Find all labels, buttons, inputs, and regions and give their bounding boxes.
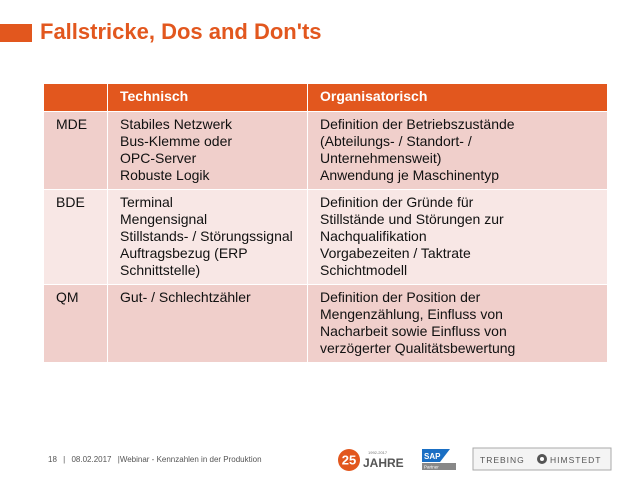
trebing-himstedt-logo bbox=[472, 447, 612, 471]
jubilee-word: JAHRE bbox=[363, 456, 404, 470]
header-technisch: Technisch bbox=[108, 84, 308, 112]
row-label-cell: MDE bbox=[44, 112, 108, 190]
footer-date: 08.02.2017 bbox=[71, 455, 112, 464]
technisch-line: Terminal bbox=[120, 194, 173, 210]
company-name-left: TREBING bbox=[480, 455, 525, 465]
organisatorisch-line: verzögerter Qualitätsbewertung bbox=[320, 340, 516, 356]
table-header-row bbox=[44, 84, 608, 112]
sap-text: SAP bbox=[424, 452, 441, 461]
row-label-cell: QM bbox=[44, 285, 108, 363]
footer-separator: | bbox=[63, 455, 66, 464]
organisatorisch-line: Anwendung je Maschinentyp bbox=[320, 167, 500, 183]
technisch-cell bbox=[108, 112, 308, 190]
technisch-cell bbox=[108, 285, 308, 363]
company-name-right: HIMSTEDT bbox=[550, 455, 602, 465]
organisatorisch-line: Unternehmensweit) bbox=[320, 150, 442, 166]
technisch-line: Stillstands- / Störungssignal bbox=[120, 228, 293, 244]
sap-partner-logo bbox=[420, 447, 460, 471]
organisatorisch-line: Definition der Gründe für bbox=[320, 194, 474, 210]
technisch-line: Stabiles Netzwerk bbox=[120, 116, 233, 132]
row-label-cell: BDE bbox=[44, 190, 108, 285]
organisatorisch-line: Stillstände und Störungen zur bbox=[320, 211, 504, 227]
table-body bbox=[44, 112, 608, 363]
company-logo-dot-inner bbox=[540, 457, 544, 461]
title-accent-bar bbox=[0, 24, 32, 42]
technisch-line: Auftragsbezug (ERP bbox=[120, 245, 248, 261]
technisch-line: OPC-Server bbox=[120, 150, 197, 166]
jubilee-years: 1992-2017 bbox=[368, 450, 388, 455]
organisatorisch-line: (Abteilungs- / Standort- / bbox=[320, 133, 472, 149]
organisatorisch-line: Definition der Betriebszustände bbox=[320, 116, 515, 132]
dos-donts-table bbox=[43, 83, 608, 363]
organisatorisch-cell bbox=[308, 190, 608, 285]
organisatorisch-line: Vorgabezeiten / Taktrate bbox=[320, 245, 471, 261]
jubilee-number: 25 bbox=[341, 452, 357, 468]
table-row bbox=[44, 190, 608, 285]
jubilee-logo bbox=[338, 448, 410, 472]
table-row bbox=[44, 285, 608, 363]
header-empty-cell bbox=[44, 84, 108, 112]
organisatorisch-line: Schichtmodell bbox=[320, 262, 408, 278]
technisch-line: Bus-Klemme oder bbox=[120, 133, 233, 149]
organisatorisch-line: Definition der Position der bbox=[320, 289, 481, 305]
organisatorisch-line: Nacharbeit sowie Einfluss von bbox=[320, 323, 507, 339]
organisatorisch-line: Mengenzählung, Einfluss von bbox=[320, 306, 503, 322]
footer-page-number: 18 bbox=[48, 455, 57, 464]
footer-event: |Webinar - Kennzahlen in der Produktion bbox=[117, 455, 262, 464]
technisch-cell bbox=[108, 190, 308, 285]
organisatorisch-line: Nachqualifikation bbox=[320, 228, 427, 244]
technisch-line: Gut- / Schlechtzähler bbox=[120, 289, 251, 305]
organisatorisch-cell bbox=[308, 285, 608, 363]
sap-sub-text: Partner bbox=[424, 464, 439, 470]
technisch-line: Robuste Logik bbox=[120, 167, 210, 183]
slide-title: Fallstricke, Dos and Don'ts bbox=[40, 19, 322, 44]
technisch-line: Schnittstelle) bbox=[120, 262, 201, 278]
footer bbox=[48, 455, 266, 464]
header-organisatorisch: Organisatorisch bbox=[308, 84, 608, 112]
table-row bbox=[44, 112, 608, 190]
organisatorisch-cell bbox=[308, 112, 608, 190]
technisch-line: Mengensignal bbox=[120, 211, 208, 227]
